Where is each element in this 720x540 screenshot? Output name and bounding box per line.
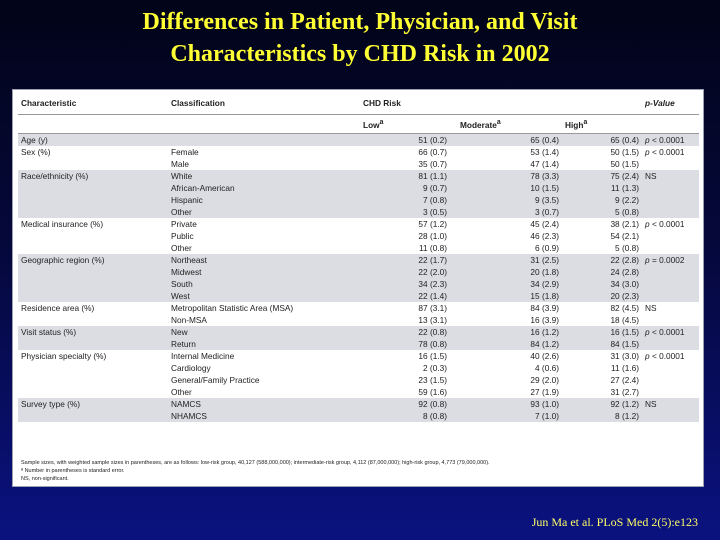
cell-p-value <box>642 386 699 398</box>
cell-p-value: NS <box>645 302 657 313</box>
cell-moderate: 84 (3.9) <box>530 302 559 313</box>
cell-p-value <box>642 230 699 242</box>
cell-high: 54 (2.1) <box>610 230 640 241</box>
cell-characteristic <box>18 386 168 398</box>
cell-classification: South <box>168 278 360 290</box>
cell-low: 9 (0.7) <box>360 182 450 194</box>
cell-low: 57 (1.2) <box>418 218 447 229</box>
cell-moderate: 34 (2.9) <box>450 278 562 290</box>
cell-low: 3 (0.5) <box>360 206 450 218</box>
cell-characteristic <box>18 338 168 350</box>
cell-classification: NHAMCS <box>168 410 360 422</box>
table-row <box>18 182 699 194</box>
cell-moderate: 9 (3.5) <box>450 194 562 206</box>
cell-low: 22 (1.7) <box>360 254 450 266</box>
cell-moderate: 45 (2.4) <box>530 218 559 229</box>
cell-low: 34 (2.3) <box>360 278 450 290</box>
header-classification: Classification <box>171 98 225 108</box>
cell-classification: Non-MSA <box>171 314 207 325</box>
cell-high: 92 (1.2) <box>562 398 642 410</box>
cell-high: 8 (1.2) <box>562 410 642 422</box>
note-sample-sizes: Sample sizes, with weighted sample sizes in parentheses, are as follows: low-risk group, 40,127 (588,000,000); intermediate-risk group, 4,112 (87,000,000); high-risk group, 4,773 (79,000,000). <box>21 460 490 466</box>
data-table <box>18 92 699 422</box>
cell-low: 87 (3.1) <box>418 302 447 313</box>
cell-low: 23 (1.5) <box>418 374 447 385</box>
table-row <box>18 398 699 410</box>
cell-p-value: p < 0.0001 <box>645 218 685 229</box>
cell-moderate: 29 (2.0) <box>530 374 559 385</box>
cell-characteristic: Age (y) <box>18 133 168 146</box>
title-line-1: Differences in Patient, Physician, and Visit <box>142 9 578 35</box>
cell-high: 16 (1.5) <box>562 326 642 338</box>
cell-p-value <box>642 206 699 218</box>
table-row <box>18 146 699 158</box>
cell-p-value <box>642 278 699 290</box>
cell-classification <box>168 133 360 146</box>
cell-high: 82 (4.5) <box>610 302 640 313</box>
cell-low: 7 (0.8) <box>360 194 450 206</box>
cell-high: 20 (2.3) <box>562 290 642 302</box>
header-characteristic: Characteristic <box>21 98 77 108</box>
cell-low: 66 (0.7) <box>418 146 447 157</box>
table-row <box>18 362 699 374</box>
table-body <box>18 133 699 422</box>
cell-moderate: 3 (0.7) <box>450 206 562 218</box>
header-moderate: Moderate$^a$ <box>450 115 562 134</box>
cell-characteristic: Sex (%) <box>21 146 51 157</box>
cell-p-value: p < 0.0001 <box>645 146 685 157</box>
table-row <box>18 170 699 182</box>
cell-characteristic: Residence area (%) <box>21 302 95 313</box>
cell-low: 81 (1.1) <box>360 170 450 182</box>
cell-p-value <box>642 194 699 206</box>
cell-low: 16 (1.5) <box>418 350 447 361</box>
cell-characteristic <box>18 158 168 170</box>
table-row <box>18 194 699 206</box>
cell-high: 75 (2.4) <box>562 170 642 182</box>
cell-high: 65 (0.4) <box>562 133 642 146</box>
cell-low: 35 (0.7) <box>418 158 447 169</box>
cell-classification: Other <box>171 242 192 253</box>
cell-high: 22 (2.8) <box>562 254 642 266</box>
cell-moderate: 27 (1.9) <box>530 386 559 397</box>
cell-p-value <box>642 314 699 326</box>
cell-moderate: 78 (3.3) <box>450 170 562 182</box>
header-chd-risk: CHD Risk <box>363 98 401 108</box>
cell-low: 11 (0.8) <box>419 242 447 253</box>
cell-high: 18 (4.5) <box>610 314 640 325</box>
cell-low: 22 (1.4) <box>360 290 450 302</box>
table-row <box>18 158 699 170</box>
note-ns: NS, non-significant. <box>21 476 69 482</box>
cell-moderate: 40 (2.6) <box>530 350 559 361</box>
cell-moderate: 31 (2.5) <box>450 254 562 266</box>
table-row <box>18 410 699 422</box>
table-row <box>18 230 699 242</box>
table-row <box>18 302 699 314</box>
header-row <box>18 92 699 115</box>
header-high: High$^a$ <box>562 115 642 134</box>
cell-classification: Midwest <box>168 266 360 278</box>
table-notes <box>21 459 691 483</box>
cell-low: 78 (0.8) <box>360 338 450 350</box>
cell-characteristic <box>18 290 168 302</box>
cell-p-value <box>642 410 699 422</box>
cell-moderate: 93 (1.0) <box>450 398 562 410</box>
table-row <box>18 254 699 266</box>
cell-classification: Other <box>171 386 192 397</box>
cell-p-value: NS <box>642 398 699 410</box>
cell-characteristic <box>18 230 168 242</box>
cell-low: 2 (0.3) <box>423 362 447 373</box>
cell-high: 5 (0.8) <box>562 206 642 218</box>
cell-p-value <box>642 242 699 254</box>
footnote-marker: a <box>496 119 501 126</box>
cell-moderate: 84 (1.2) <box>450 338 562 350</box>
table-row <box>18 374 699 386</box>
table-row <box>18 326 699 338</box>
cell-high: 38 (2.1) <box>610 218 640 229</box>
cell-characteristic: Physician specialty (%) <box>21 350 107 361</box>
cell-high: 5 (0.8) <box>615 242 640 253</box>
cell-classification: NAMCS <box>168 398 360 410</box>
cell-moderate: 4 (0.6) <box>535 362 559 373</box>
cell-characteristic: Geographic region (%) <box>18 254 168 266</box>
table-panel <box>12 89 704 487</box>
cell-characteristic <box>18 266 168 278</box>
cell-high: 11 (1.3) <box>562 182 642 194</box>
cell-classification: West <box>168 290 360 302</box>
cell-classification: Private <box>171 218 197 229</box>
cell-moderate: 16 (3.9) <box>530 314 559 325</box>
cell-p-value <box>642 374 699 386</box>
cell-p-value: p = 0.0002 <box>642 254 699 266</box>
cell-high: 34 (3.0) <box>562 278 642 290</box>
cell-low: 28 (1.0) <box>418 230 447 241</box>
cell-moderate: 65 (0.4) <box>450 133 562 146</box>
cell-characteristic <box>18 278 168 290</box>
cell-classification: African-American <box>168 182 360 194</box>
cell-characteristic <box>18 410 168 422</box>
table-row <box>18 242 699 254</box>
cell-moderate: 10 (1.5) <box>450 182 562 194</box>
cell-high: 24 (2.8) <box>562 266 642 278</box>
cell-moderate: 46 (2.3) <box>530 230 559 241</box>
cell-p-value: p < 0.0001 <box>642 133 699 146</box>
cell-classification: General/Family Practice <box>171 374 260 385</box>
table-row <box>18 266 699 278</box>
cell-characteristic <box>18 374 168 386</box>
cell-low: 8 (0.8) <box>360 410 450 422</box>
cell-classification: Public <box>171 230 194 241</box>
cell-classification: Cardiology <box>171 362 211 373</box>
cell-characteristic: Race/ethnicity (%) <box>18 170 168 182</box>
cell-classification: Hispanic <box>168 194 360 206</box>
cell-low: 92 (0.8) <box>360 398 450 410</box>
cell-low: 22 (2.0) <box>360 266 450 278</box>
cell-high: 50 (1.5) <box>610 146 640 157</box>
cell-p-value <box>642 158 699 170</box>
cell-high: 50 (1.5) <box>610 158 640 169</box>
cell-high: 27 (2.4) <box>610 374 640 385</box>
cell-characteristic <box>18 182 168 194</box>
cell-p-value <box>642 266 699 278</box>
header-p-value: p-Value <box>645 98 675 108</box>
title-line-2: Characteristics by CHD Risk in 2002 <box>170 41 550 67</box>
table-row <box>18 350 699 362</box>
cell-high: 31 (3.0) <box>610 350 640 361</box>
cell-p-value <box>642 290 699 302</box>
table-row <box>18 314 699 326</box>
cell-classification: Male <box>171 158 189 169</box>
table-row <box>18 206 699 218</box>
cell-moderate: 20 (1.8) <box>450 266 562 278</box>
cell-characteristic <box>18 206 168 218</box>
cell-characteristic <box>18 242 168 254</box>
cell-characteristic: Medical insurance (%) <box>21 218 104 229</box>
cell-p-value <box>642 362 699 374</box>
cell-classification: Metropolitan Statistic Area (MSA) <box>171 302 294 313</box>
cell-moderate: 53 (1.4) <box>530 146 559 157</box>
cell-low: 51 (0.2) <box>360 133 450 146</box>
cell-classification: Northeast <box>168 254 360 266</box>
cell-p-value <box>642 338 699 350</box>
table-row <box>18 278 699 290</box>
cell-high: 11 (1.6) <box>611 362 640 373</box>
cell-high: 31 (2.7) <box>610 386 640 397</box>
slide-title <box>0 6 720 70</box>
cell-classification: Return <box>168 338 360 350</box>
cell-p-value: p < 0.0001 <box>645 350 685 361</box>
cell-low: 13 (3.1) <box>418 314 447 325</box>
cell-low: 59 (1.6) <box>418 386 447 397</box>
table-row <box>18 133 699 146</box>
table-row <box>18 338 699 350</box>
cell-p-value <box>642 182 699 194</box>
cell-classification: White <box>168 170 360 182</box>
cell-low: 22 (0.8) <box>360 326 450 338</box>
cell-moderate: 47 (1.4) <box>530 158 559 169</box>
table-row <box>18 386 699 398</box>
cell-classification: Female <box>171 146 199 157</box>
cell-p-value: NS <box>642 170 699 182</box>
cell-high: 84 (1.5) <box>562 338 642 350</box>
cell-characteristic: Survey type (%) <box>18 398 168 410</box>
table-row <box>18 290 699 302</box>
header-low: Low$^a$ <box>360 115 450 134</box>
cell-classification: Internal Medicine <box>171 350 235 361</box>
cell-characteristic: Visit status (%) <box>18 326 168 338</box>
footnote-marker: a <box>379 119 384 126</box>
cell-moderate: 16 (1.2) <box>450 326 562 338</box>
cell-moderate: 7 (1.0) <box>450 410 562 422</box>
cell-classification: New <box>168 326 360 338</box>
cell-moderate: 6 (0.9) <box>535 242 559 253</box>
cell-characteristic <box>18 194 168 206</box>
footnote-marker: a <box>583 119 588 126</box>
cell-moderate: 15 (1.8) <box>450 290 562 302</box>
subheader-row <box>18 115 699 134</box>
cell-characteristic <box>18 314 168 326</box>
citation: Jun Ma et al. PLoS Med 2(5):e123 <box>531 515 698 529</box>
table-row <box>18 218 699 230</box>
cell-high: 9 (2.2) <box>562 194 642 206</box>
note-standard-error: ª Number in parentheses is standard error. <box>21 468 125 474</box>
cell-classification: Other <box>168 206 360 218</box>
cell-characteristic <box>18 362 168 374</box>
cell-p-value: p < 0.0001 <box>642 326 699 338</box>
